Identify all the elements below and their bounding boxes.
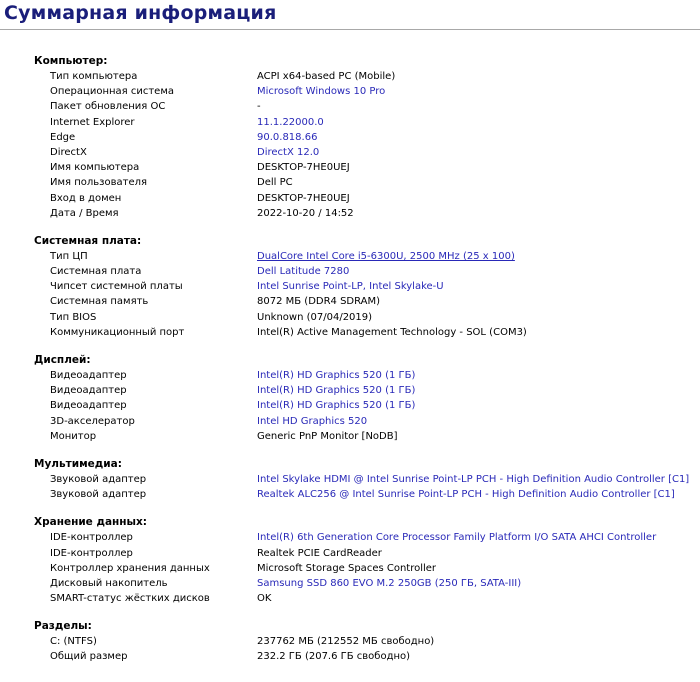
page-title: Суммарная информация <box>4 2 277 24</box>
info-row <box>0 546 700 561</box>
row-label: Видеоадаптер <box>50 385 127 397</box>
row-label: 3D-акселератор <box>50 415 135 427</box>
info-row <box>0 294 700 309</box>
row-label: Звуковой адаптер <box>50 473 147 485</box>
row-value-link[interactable]: Intel(R) HD Graphics 520 (1 ГБ) <box>257 385 416 397</box>
info-row <box>0 206 700 221</box>
row-value: DESKTOP-7HE0UEJ <box>257 162 350 174</box>
info-row <box>0 115 700 130</box>
section-3 <box>0 457 700 502</box>
info-row <box>0 130 700 145</box>
row-value-link[interactable]: DirectX 12.0 <box>257 146 320 158</box>
info-row <box>0 84 700 99</box>
summary-content <box>0 54 700 678</box>
info-row <box>0 145 700 160</box>
info-row <box>0 69 700 84</box>
row-value: Dell PC <box>257 177 293 189</box>
section-header: Компьютер: <box>34 55 108 67</box>
row-label: Операционная система <box>50 86 175 98</box>
row-value: Unknown (07/04/2019) <box>257 311 373 323</box>
row-label: Internet Explorer <box>50 116 135 128</box>
info-row <box>0 649 700 664</box>
row-value: Intel(R) Active Management Technology - SOL (COM3) <box>257 326 527 338</box>
row-label: C: (NTFS) <box>50 636 97 648</box>
row-value: ACPI x64-based PC (Mobile) <box>257 71 396 82</box>
row-label: Имя пользователя <box>50 177 148 189</box>
row-label: Системная плата <box>50 266 142 278</box>
row-label: Дисковый накопитель <box>50 577 168 589</box>
row-value: 2022-10-20 / 14:52 <box>257 207 354 219</box>
row-value-link[interactable]: Intel(R) HD Graphics 520 (1 ГБ) <box>257 400 416 412</box>
info-row <box>0 487 700 502</box>
info-row <box>0 576 700 591</box>
info-row <box>0 325 700 340</box>
info-row <box>0 99 700 114</box>
row-label: Коммуникационный порт <box>50 326 185 338</box>
row-value: Generic PnP Monitor [NoDB] <box>257 430 398 442</box>
section-header: Системная плата: <box>34 234 142 247</box>
info-row <box>0 191 700 206</box>
row-value-link[interactable]: Intel(R) 6th Generation Core Processor Family Platform I/O SATA AHCI Controller <box>257 532 657 544</box>
row-value-link[interactable]: 11.1.22000.0 <box>257 116 324 128</box>
info-row <box>0 368 700 383</box>
section-header: Хранение данных: <box>34 516 148 529</box>
row-label: DirectX <box>50 146 87 158</box>
row-label: Тип BIOS <box>50 311 97 323</box>
row-label: Тип компьютера <box>50 71 138 82</box>
section-0 <box>0 54 700 221</box>
title-divider <box>0 29 700 30</box>
row-value: - <box>257 101 261 113</box>
row-label: IDE-контроллер <box>50 532 133 544</box>
info-row <box>0 175 700 190</box>
row-label: Дата / Время <box>50 207 119 219</box>
row-label: SMART-статус жёстких дисков <box>50 593 210 605</box>
row-label: Контроллер хранения данных <box>50 562 210 574</box>
row-label: Вход в домен <box>50 192 122 204</box>
section-1 <box>0 234 700 340</box>
row-label: Видеоадаптер <box>50 370 127 381</box>
section-2 <box>0 353 700 444</box>
row-label: Общий размер <box>50 651 128 663</box>
row-value-link[interactable]: Realtek ALC256 @ Intel Sunrise Point-LP PCH - High Definition Audio Controller [C1] <box>257 489 675 501</box>
row-label: Тип ЦП <box>50 250 88 262</box>
row-label: Системная память <box>50 296 149 308</box>
section-5 <box>0 619 700 664</box>
row-value-link[interactable]: Samsung SSD 860 EVO M.2 250GB (250 ГБ, SATA-III) <box>257 577 522 589</box>
info-row <box>0 383 700 398</box>
section-header: Дисплей: <box>34 354 91 366</box>
info-row <box>0 472 700 487</box>
row-value: OK <box>257 593 272 605</box>
row-label: Монитор <box>50 430 97 442</box>
row-label: Имя компьютера <box>50 162 140 174</box>
row-label: Edge <box>50 131 76 143</box>
section-4 <box>0 515 700 606</box>
row-label: Пакет обновления ОС <box>50 101 166 113</box>
row-label: Чипсет системной платы <box>50 281 183 293</box>
row-value-link[interactable]: Intel Skylake HDMI @ Intel Sunrise Point-LP PCH - High Definition Audio Controller [C1] <box>257 473 690 485</box>
section-header: Мультимедиа: <box>34 457 122 470</box>
row-label: IDE-контроллер <box>50 547 133 559</box>
section-header: Разделы: <box>34 620 92 633</box>
info-row <box>0 279 700 294</box>
row-value: Microsoft Storage Spaces Controller <box>257 562 437 574</box>
row-value-link[interactable]: Microsoft Windows 10 Pro <box>257 86 386 98</box>
row-value: Realtek PCIE CardReader <box>257 547 382 559</box>
row-value-link[interactable]: DualCore Intel Core i5-6300U, 2500 MHz (25 x 100) <box>257 250 515 262</box>
info-row <box>0 561 700 576</box>
row-value-link[interactable]: Intel(R) HD Graphics 520 (1 ГБ) <box>257 370 416 381</box>
row-value-link[interactable]: Dell Latitude 7280 <box>257 266 350 278</box>
info-row <box>0 414 700 429</box>
info-row <box>0 249 700 264</box>
row-value: 232.2 ГБ (207.6 ГБ свободно) <box>257 651 411 663</box>
info-row <box>0 264 700 279</box>
info-row <box>0 591 700 606</box>
row-value: DESKTOP-7HE0UEJ <box>257 192 350 204</box>
row-value: 237762 МБ (212552 МБ свободно) <box>257 636 435 648</box>
info-row <box>0 530 700 545</box>
row-value: 8072 МБ (DDR4 SDRAM) <box>257 296 381 308</box>
row-label: Звуковой адаптер <box>50 489 147 501</box>
info-row <box>0 634 700 649</box>
info-row <box>0 429 700 444</box>
row-label: Видеоадаптер <box>50 400 127 412</box>
row-value-link[interactable]: Intel Sunrise Point-LP, Intel Skylake-U <box>257 281 444 293</box>
row-value-link[interactable]: Intel HD Graphics 520 <box>257 415 368 427</box>
row-value-link[interactable]: 90.0.818.66 <box>257 131 318 143</box>
info-row <box>0 310 700 325</box>
info-row <box>0 160 700 175</box>
info-row <box>0 398 700 413</box>
